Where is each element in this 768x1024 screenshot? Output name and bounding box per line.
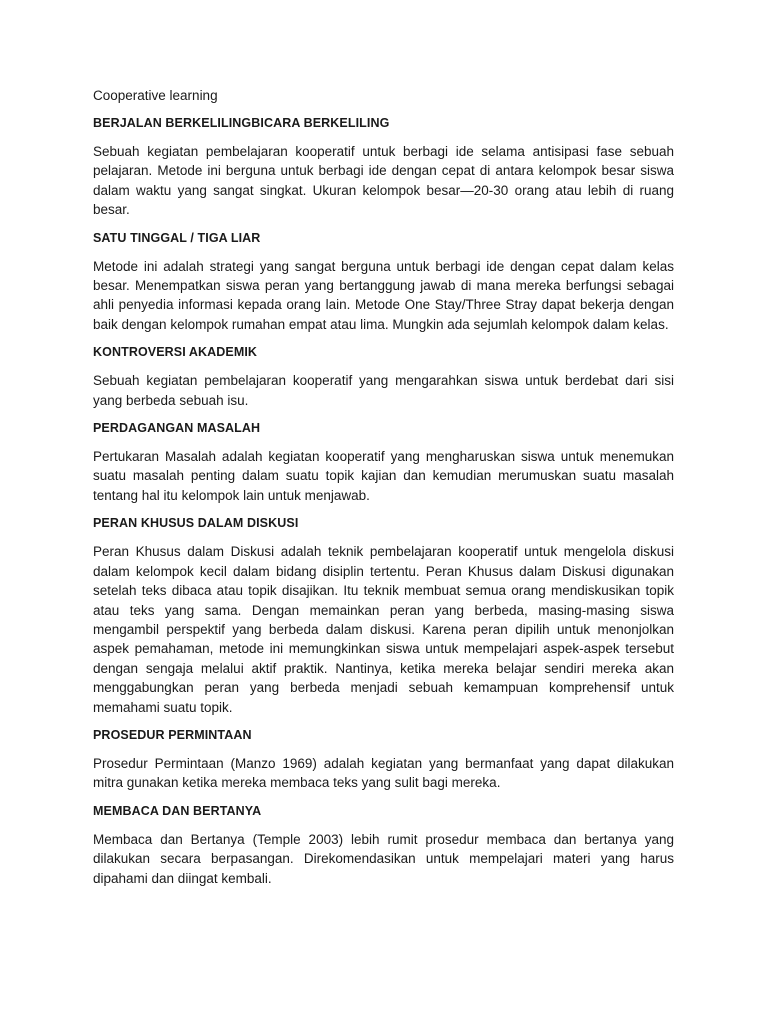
section-berjalan-berkeliling [93, 114, 674, 220]
section-paragraph: Sebuah kegiatan pembelajaran kooperatif untuk berbagi ide selama antisipasi fase sebuah pelajaran. Metode ini berguna untuk berbagi ide dengan cepat di antara kelompok besar siswa dalam waktu yang sangat singkat. Ukuran kelompok besar—20-30 orang atau lebih di ruang besar. [93, 144, 674, 218]
document-title: Cooperative learning [93, 88, 218, 103]
section-kontroversi-akademik [93, 343, 674, 410]
section-heading: MEMBACA DAN BERTANYA [93, 803, 262, 818]
section-peran-khusus [93, 514, 674, 717]
section-membaca-dan-bertanya [93, 802, 674, 888]
section-prosedur-permintaan [93, 726, 674, 793]
section-heading: KONTROVERSI AKADEMIK [93, 345, 258, 360]
section-paragraph: Membaca dan Bertanya (Temple 2003) lebih rumit prosedur membaca dan bertanya yang dilakukan secara berpasangan. Direkomendasikan untuk mempelajari materi yang harus dipahami dan diingat kembali. [93, 831, 674, 886]
section-paragraph: Sebuah kegiatan pembelajaran kooperatif yang mengarahkan siswa untuk berdebat dari sisi yang berbeda sebuah isu. [93, 373, 674, 408]
section-satu-tinggal [93, 229, 674, 335]
section-perdagangan-masalah [93, 419, 674, 505]
section-heading: PERDAGANGAN MASALAH [93, 421, 261, 436]
section-paragraph: Metode ini adalah strategi yang sangat berguna untuk berbagi ide dengan cepat dalam kelas besar. Menempatkan siswa peran yang bertanggung jawab di mana mereka berfungsi sebagai ahli penyedia informasi kepada orang lain. Metode One Stay/Three Stray dapat bekerja dengan baik dengan kelompok rumahan empat atau lima. Mungkin ada sejumlah kelompok dalam kelas. [93, 258, 674, 332]
section-paragraph: Peran Khusus dalam Diskusi adalah teknik pembelajaran kooperatif untuk mengelola diskusi dalam kelompok kecil dalam bidang disiplin tertentu. Peran Khusus dalam Diskusi digunakan setelah teks dibaca atau topik disajikan. Itu teknik membuat semua orang mendiskusikan topik atau teks yang sama. Dengan memainkan peran yang berbeda, masing-masing siswa mengambil perspektif yang berbeda dalam diskusi. Karena peran dipilih untuk menonjolkan aspek pemahaman, metode ini memungkinkan siswa untuk mempelajari aspek-aspek tersebut dengan sengaja melalui aktif praktik. Nantinya, ketika mereka belajar sendiri mereka akan menggabungkan peran yang berbeda menjadi sebuah kemampuan komprehensif untuk memahami suatu topik. [93, 544, 674, 715]
section-paragraph: Prosedur Permintaan (Manzo 1969) adalah kegiatan yang bermanfaat yang dapat dilakukan mitra gunakan ketika mereka membaca teks yang sulit bagi mereka. [93, 755, 674, 791]
section-heading: BERJALAN BERKELILINGBICARA BERKELILING [93, 116, 390, 130]
section-heading: PERAN KHUSUS DALAM DISKUSI [93, 516, 299, 531]
section-heading: PROSEDUR PERMINTAAN [93, 727, 252, 742]
section-paragraph: Pertukaran Masalah adalah kegiatan kooperatif yang mengharuskan siswa untuk menemukan suatu masalah penting dalam suatu topik kajian dan kemudian merumuskan suatu masalah tentang hal itu kelompok lain untuk menjawab. [93, 449, 674, 503]
section-heading: SATU TINGGAL / TIGA LIAR [93, 230, 261, 245]
